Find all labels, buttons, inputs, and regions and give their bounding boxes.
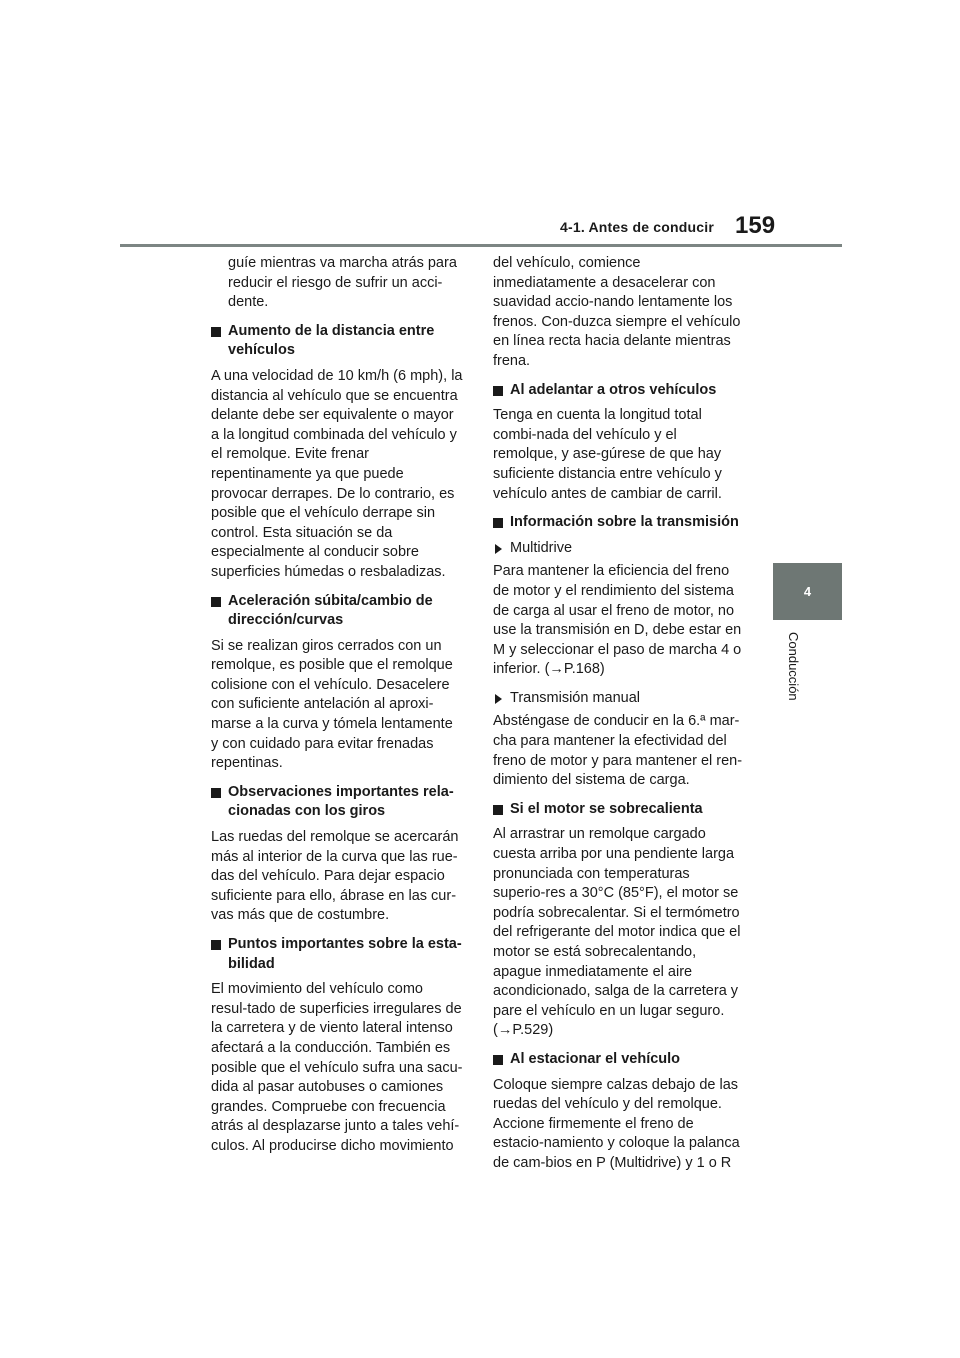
section-heading — [493, 513, 745, 533]
page-number: 159 — [735, 212, 776, 239]
chapter-title: Conducción — [786, 632, 801, 701]
paragraph: Al arrastrar un remolque cargado cuesta arriba por una pendiente larga pronunciada con temperaturas superio-res a 30°C (85°F), el motor se podría sobrecalentar. Si el termómetro del refrigerante del motor indica que el motor se está sobrecalentando, apague inmediatamente el aire acondicionado, salga de la carretera y pare el vehículo en un lugar seguro. (→P.529) — [493, 826, 741, 1039]
subheading-text: Multidrive — [510, 539, 573, 556]
paragraph: Coloque siempre calzas debajo de las ruedas del vehículo y del remolque. Accione firmemente el freno de estacio-namiento y coloque la palanca de cam-bios en P (Multidrive) y 1 o R — [493, 1076, 740, 1171]
paragraph: Para mantener la eficiencia del freno de motor y el rendimiento del sistema de carga al usar el freno de motor, no use la transmisión en D, debe estar en M y seleccionar el paso de marcha 4 o inferior. (→P.168) — [493, 563, 742, 678]
section-heading — [493, 1050, 745, 1070]
square-bullet-icon — [493, 386, 503, 396]
square-bullet-icon — [493, 1055, 503, 1065]
paragraph: Las ruedas del remolque se acercarán más al interior de la curva que las rue-das del vehículo. Para dejar espacio suficiente para ello, ábrase en las cur-vas más que de costumbre. — [211, 829, 459, 924]
paragraph: Si se realizan giros cerrados con un remolque, es posible que el remolque colisione con el vehículo. Desacelere con suficiente antelación al aproxi-marse a la curva y tómela lentamente y con cuidado para evitar frenadas repentinas. — [211, 637, 453, 772]
subheading-text: Transmisión manual — [510, 689, 641, 706]
continuation-text: guíe mientras va marcha atrás para reducir el riesgo de sufrir un acci-dente. — [228, 255, 457, 311]
header-divider — [120, 244, 842, 247]
paragraph: El movimiento del vehículo como resul-tado de superficies irregulares de la carretera y de viento lateral intenso afectará a la conducción. También es posible que el vehículo sufra una sacu-dida al pasar autobuses o camiones grandes. Compruebe con frecuencia atrás al desplazarse junto a tales vehí-culos. Al producirse dicho movimiento — [211, 981, 463, 1154]
square-bullet-icon — [493, 805, 503, 815]
section-heading — [211, 935, 463, 974]
subheading — [493, 539, 745, 559]
paragraph: Tenga en cuenta la longitud total combi-nada del vehículo y el remolque, y ase-gúrese de que hay suficiente distancia entre vehículo y vehículo antes de cambiar de carril. — [493, 407, 722, 502]
chapter-tab — [773, 563, 842, 620]
heading-text: Puntos importantes sobre la esta-bilidad — [228, 936, 462, 972]
section-heading — [211, 783, 463, 822]
heading-text: Observaciones importantes rela-cionadas con los giros — [228, 783, 454, 820]
heading-text: Aceleración súbita/cambio de dirección/curvas — [228, 592, 433, 629]
section-heading — [211, 592, 463, 631]
square-bullet-icon — [211, 940, 221, 950]
triangle-bullet-icon — [495, 694, 502, 704]
square-bullet-icon — [493, 518, 503, 528]
paragraph: A una velocidad de 10 km/h (6 mph), la distancia al vehículo que se encuentra delante debe ser equivalente o mayor a la longitud combinada del vehículo y el remolque. Evite frenar repentinamente ya que puede provocar derrapes. De lo contrario, es posible que el vehículo derrape sin control. Esta situación se da especialmente al conducir sobre superficies húmedas o resbaladizas. — [211, 367, 463, 580]
section-heading — [493, 800, 745, 820]
heading-text: Aumento de la distancia entre vehículos — [228, 322, 435, 359]
square-bullet-icon — [211, 327, 221, 337]
right-column — [493, 254, 745, 1183]
section-heading — [493, 381, 745, 401]
square-bullet-icon — [211, 597, 221, 607]
heading-text: Si el motor se sobrecalienta — [510, 800, 703, 817]
left-column — [211, 254, 463, 1166]
subheading — [493, 689, 745, 709]
chapter-number: 4 — [803, 584, 812, 599]
paragraph: Absténgase de conducir en la 6.ª mar-cha para mantener la efectividad del freno de motor y para mantener el ren-dimiento del sistema de carga. — [493, 713, 743, 789]
square-bullet-icon — [211, 788, 221, 798]
heading-text: Información sobre la transmisión — [510, 514, 739, 531]
section-title: 4-1. Antes de conducir — [560, 219, 715, 235]
heading-text: Al estacionar el vehículo — [510, 1050, 681, 1067]
triangle-bullet-icon — [495, 544, 502, 554]
section-heading — [211, 322, 463, 361]
heading-text: Al adelantar a otros vehículos — [510, 381, 717, 398]
continuation-text: del vehículo, comience inmediatamente a desacelerar con suavidad accio-nando lentamente los frenos. Con-duzca siempre el vehículo en línea recta hacia delante mientras frena. — [493, 255, 741, 369]
